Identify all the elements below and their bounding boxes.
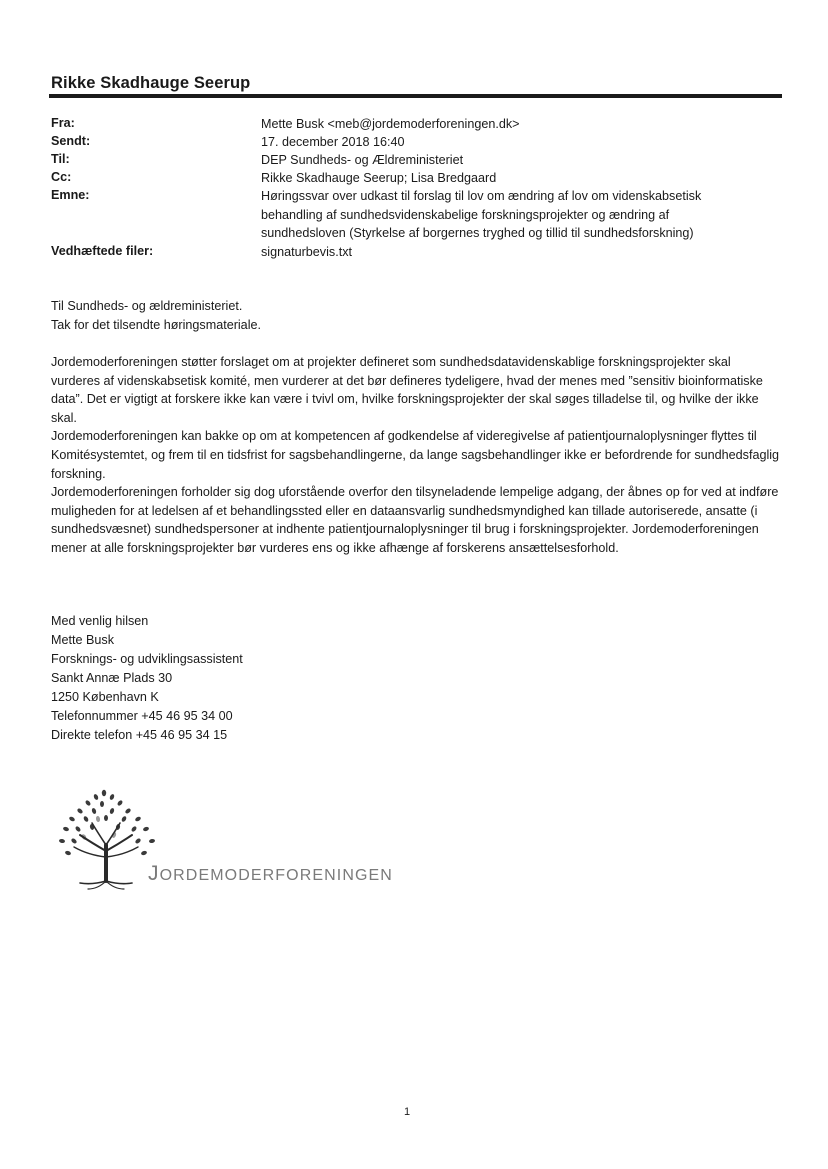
page-number: 1 (404, 1106, 411, 1118)
attachment-link[interactable]: signaturbevis.txt (261, 245, 352, 259)
body-paragraphs (51, 353, 781, 558)
cc-value: Rikke Skadhauge Seerup; Lisa Bredgaard (261, 171, 497, 185)
attachments-label: Vedhæftede filer: (51, 244, 154, 258)
body-paragraph: Jordemoderforeningen kan bakke op om at kompetencen af godkendelse af videregivelse af patientjournaloplysninger flyttes til Komitésystemtet, og frem til en tidsfrist for sagsbehandlingerne, da lange sagsbehandlinger ikke er befordrende for sundhedsfaglig forskning. (51, 429, 780, 481)
header-rule (49, 94, 782, 98)
subject-value: Høringssvar over udkast til forslag til lov om ændring af lov om videnskabsetisk behandling af sundhedsvidenskabelige forskningsprojekter og ændring af sundhedsloven (Styrkelse af borgernes tryghed og tillid til sundhedsforskning) (261, 189, 702, 240)
greeting: Til Sundheds- og ældreministeriet. (51, 299, 243, 313)
tree-icon (52, 785, 162, 890)
sender-display-name: Rikke Skadhauge Seerup (51, 74, 251, 92)
signature-name: Mette Busk (51, 633, 114, 647)
closing: Med venlig hilsen (51, 614, 149, 628)
to-label: Til: (51, 152, 70, 166)
sent-label: Sendt: (51, 134, 91, 148)
from-value: Mette Busk <meb@jordemoderforeningen.dk> (261, 117, 520, 131)
signature-city: 1250 København K (51, 690, 159, 704)
sent-value: 17. december 2018 16:40 (261, 135, 405, 149)
signature-title: Forsknings- og udviklingsassistent (51, 652, 243, 666)
organization-logo-text: JORDEMODERFORENINGEN (148, 862, 393, 885)
signature-phone: Telefonnummer +45 46 95 34 00 (51, 709, 233, 723)
signature-direct-phone: Direkte telefon +45 46 95 34 15 (51, 728, 228, 742)
from-label: Fra: (51, 116, 75, 130)
cc-label: Cc: (51, 170, 72, 184)
subject-label: Emne: (51, 188, 90, 202)
to-value: DEP Sundheds- og Ældreministeriet (261, 153, 464, 167)
thanks-line: Tak for det tilsendte høringsmateriale. (51, 318, 261, 332)
body-paragraph: Jordemoderforeningen forholder sig dog uforstående overfor den tilsyneladende lempelige adgang, der åbnes op for ved at indføre muligheden for at ledelsen af et behandlingssted eller en dataansvarlig sundhedsmyndighed kan tillade autoriserede, ansatte (i sundhedsvæsnet) sundhedspersoner at indhente patientjournaloplysninger til brug i forskningsprojekter. Jordemoderforeningen mener at alle forskningsprojekter bør vurderes ens og ikke afhænge af forskerens ansættelsesforhold. (51, 485, 779, 555)
signature-street: Sankt Annæ Plads 30 (51, 671, 173, 685)
body-paragraph: Jordemoderforeningen støtter forslaget om at projekter defineret som sundhedsdatavidenskablige forskningsprojekter skal vurderes af videnskabsetisk komité, men vurderer at det bør defineres tydeligere, hvad der menes med ”sensitiv bioinformatiske data”. Det er vigtigt at forskere ikke kan være i tvivl om, hvilke forskningsprojekter der skal søges tilladelse til, og hvilke der ikke skal. (51, 355, 763, 425)
